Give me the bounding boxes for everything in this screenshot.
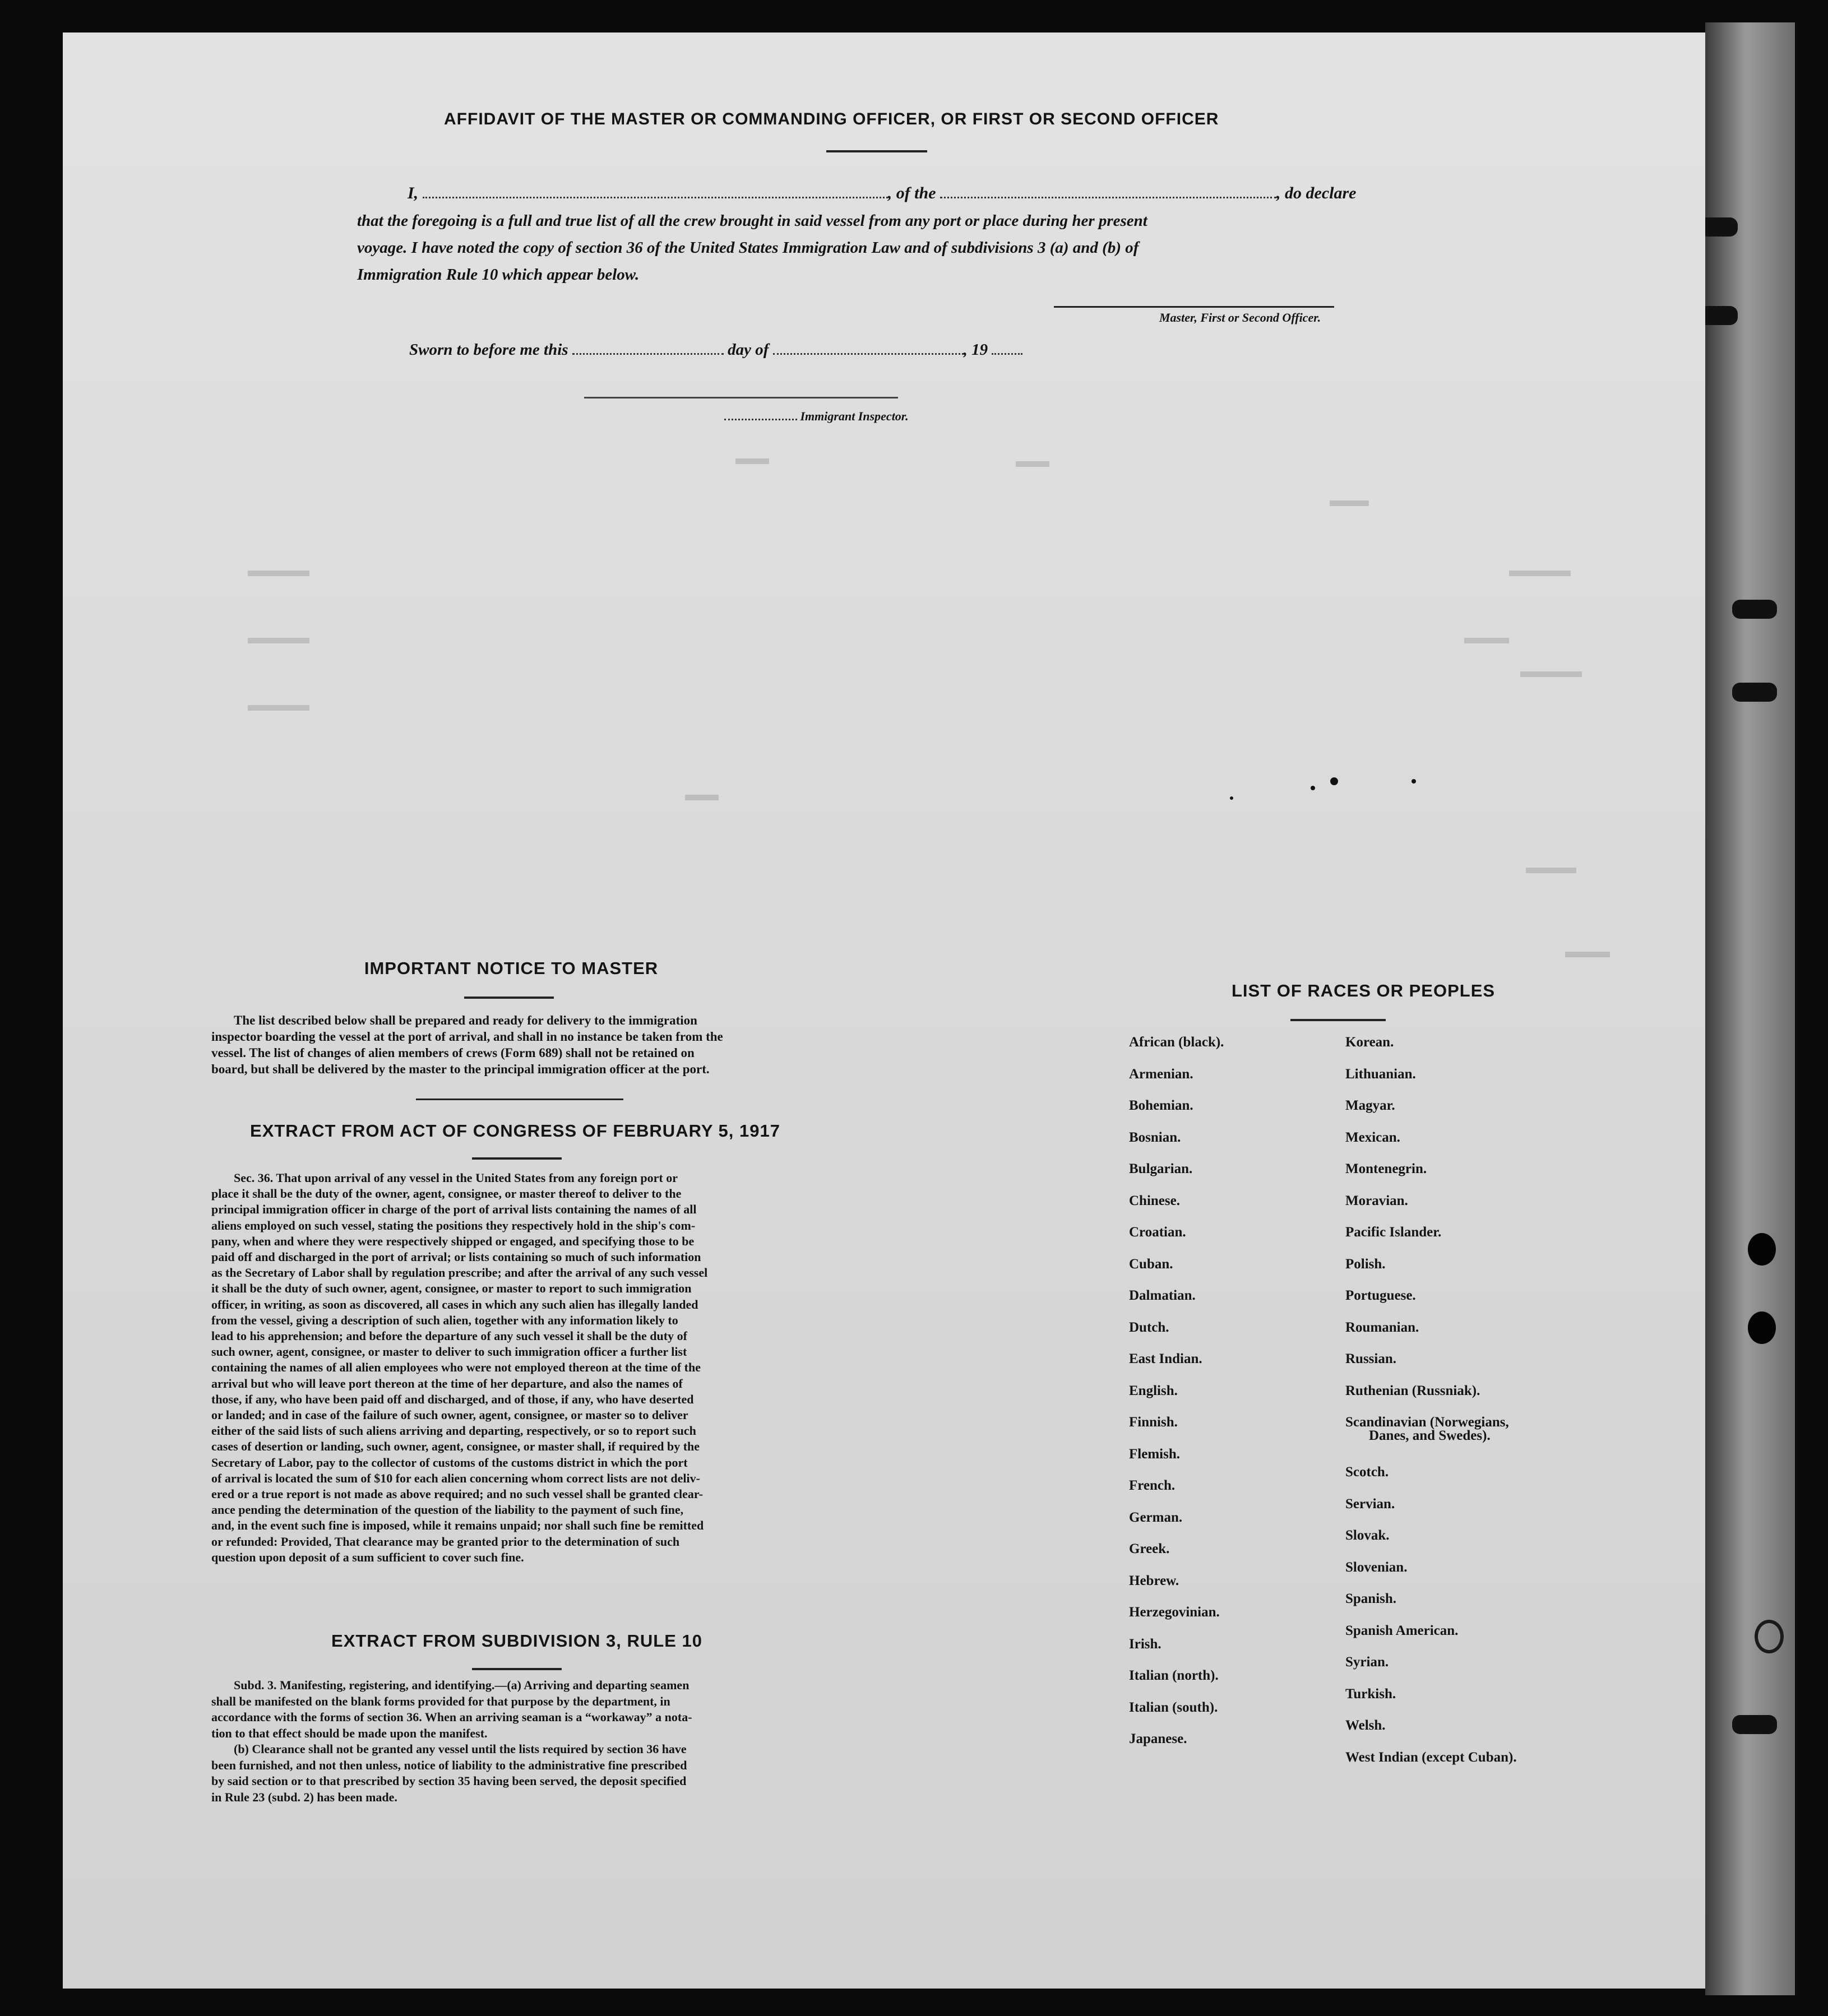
signature-caption: Master, First or Second Officer.	[1159, 310, 1321, 325]
race-item: Scotch.	[1345, 1465, 1389, 1480]
race-item: Danes, and Swedes).	[1369, 1428, 1491, 1443]
text-line: from the vessel, giving a description of such alien, together with any information likely to	[211, 1313, 678, 1327]
text-line: been furnished, and not then unless, notice of liability to the administrative fine prescribed	[211, 1758, 687, 1772]
race-item: Finnish.	[1129, 1415, 1178, 1430]
race-item: Bosnian.	[1129, 1129, 1181, 1145]
race-item: East Indian.	[1129, 1351, 1202, 1366]
inspector-caption-text: Immigrant Inspector.	[800, 409, 909, 423]
text-line: containing the names of all alien employees who were not employed thereon at the time of the	[211, 1360, 701, 1375]
affidavit-declare: , do declare	[1276, 184, 1357, 202]
races-title: LIST OF RACES OR PEOPLES	[1231, 981, 1496, 1000]
extract-rule-text	[211, 1677, 817, 1805]
ink-spot	[1412, 779, 1416, 784]
text-line: and, in the event such fine is imposed, while it remains unpaid; nor shall such fine be remitted	[211, 1518, 704, 1533]
races-title-rule	[1290, 1019, 1386, 1021]
sworn-day: day of	[728, 341, 769, 359]
text-line: Secretary of Labor, pay to the collector of customs of the customs district in which the port	[211, 1455, 688, 1470]
race-item: Moravian.	[1345, 1193, 1408, 1208]
name-blank[interactable]	[423, 191, 888, 198]
notice-text	[211, 1012, 817, 1077]
binder-clip	[1732, 683, 1777, 702]
text-line: inspector boarding the vessel at the port of arrival, and shall in no instance be taken from the	[211, 1030, 723, 1044]
bleed-mark	[248, 638, 309, 643]
affidavit-title-rule	[826, 150, 927, 152]
signature-line[interactable]	[1054, 306, 1334, 308]
bleed-mark	[685, 795, 719, 800]
race-item: Irish.	[1129, 1636, 1161, 1652]
text-line: question upon deposit of a sum sufficient to cover such fine.	[211, 1550, 524, 1564]
race-item: Montenegrin.	[1345, 1161, 1427, 1176]
race-item: English.	[1129, 1383, 1178, 1398]
race-item: Servian.	[1345, 1496, 1395, 1512]
race-item: Welsh.	[1345, 1718, 1386, 1733]
ink-spot	[1311, 786, 1315, 790]
text-line: such owner, agent, consignee, or master to deliver to such immigration officer a further list	[211, 1345, 687, 1359]
vessel-blank[interactable]	[940, 191, 1276, 198]
punch-hole	[1755, 1620, 1784, 1653]
text-line: ered or a true report is not made as above required; and no such vessel shall be granted clear-	[211, 1487, 704, 1501]
text-line: (b) Clearance shall not be granted any vessel until the lists required by section 36 have	[234, 1742, 687, 1756]
affidavit-of-the: , of the	[887, 184, 936, 202]
race-item: West Indian (except Cuban).	[1345, 1749, 1517, 1765]
bleed-mark	[248, 705, 309, 711]
extract-act-title: EXTRACT FROM ACT OF CONGRESS OF FEBRUARY 5, 1917	[250, 1121, 780, 1141]
text-line: lead to his apprehension; and before the departure of any such vessel it shall be the duty of	[211, 1329, 687, 1343]
bleed-mark	[1016, 461, 1049, 467]
ink-spot	[1330, 777, 1338, 785]
race-item: French.	[1129, 1478, 1176, 1493]
sworn-year: , 19	[963, 341, 988, 359]
text-line: of arrival is located the sum of $10 for each alien concerning whom correct lists are not deliv-	[211, 1471, 700, 1485]
race-item: Dutch.	[1129, 1319, 1169, 1335]
text-line: principal immigration officer in charge of the port of arrival lists containing the names of all	[211, 1202, 697, 1217]
text-line: tion to that effect should be made upon the manifest.	[211, 1726, 488, 1740]
text-line: Subd. 3. Manifesting, registering, and identifying.—(a) Arriving and departing seamen	[234, 1678, 689, 1692]
affidavit-line-2: that the foregoing is a full and true list of all the crew brought in said vessel from any port or place during her present	[357, 212, 1147, 230]
text-line: paid off and discharged in the port of arrival; or lists containing so much of such information	[211, 1250, 701, 1264]
race-item: Russian.	[1345, 1351, 1397, 1366]
race-item: Italian (north).	[1129, 1668, 1219, 1683]
bleed-mark	[1565, 952, 1610, 957]
affidavit-i: I,	[408, 184, 419, 202]
sworn-prefix: Sworn to before me this	[409, 341, 568, 359]
extract-rule-title-rule	[472, 1668, 562, 1670]
notice-title-rule	[464, 997, 554, 999]
inspector-caption	[724, 409, 909, 424]
text-line: accordance with the forms of section 36. When an arriving seaman is a “workaway” a nota-	[211, 1710, 692, 1724]
text-line: The list described below shall be prepared and ready for delivery to the immigration	[234, 1013, 697, 1027]
text-line: or refunded: Provided, That clearance may be granted prior to the determination of such	[211, 1534, 680, 1549]
text-line: shall be manifested on the blank forms provided for that purpose by the department, in	[211, 1694, 670, 1708]
bleed-mark	[1464, 638, 1509, 643]
inspector-signature-line[interactable]	[584, 397, 898, 398]
race-item: Magyar.	[1345, 1098, 1395, 1113]
race-item: Spanish.	[1345, 1591, 1397, 1606]
inspector-dots	[724, 413, 797, 420]
race-item: Greek.	[1129, 1541, 1170, 1556]
race-item: Mexican.	[1345, 1129, 1400, 1145]
bleed-mark	[1520, 671, 1582, 677]
text-line: in Rule 23 (subd. 2) has been made.	[211, 1790, 397, 1804]
race-item: Spanish American.	[1345, 1623, 1459, 1638]
sworn-month-blank[interactable]	[773, 347, 964, 355]
text-line: it shall be the duty of such owner, agent, consignee, or master to report to such immigration	[211, 1281, 692, 1296]
race-item: Cuban.	[1129, 1256, 1173, 1272]
text-line: or landed; and in case of the failure of such owner, agent, consignee, or master so to deliver	[211, 1408, 688, 1422]
extract-rule-title: EXTRACT FROM SUBDIVISION 3, RULE 10	[331, 1631, 702, 1651]
text-line: vessel. The list of changes of alien members of crews (Form 689) shall not be retained on	[211, 1046, 695, 1060]
text-line: as the Secretary of Labor shall by regulation prescribe; and after the arrival of any such vessel	[211, 1266, 708, 1280]
binder-clip	[1732, 1715, 1777, 1734]
race-item: Ruthenian (Russniak).	[1345, 1383, 1480, 1398]
race-item: Italian (south).	[1129, 1699, 1218, 1715]
race-item: Polish.	[1345, 1256, 1386, 1272]
race-item: Japanese.	[1129, 1731, 1187, 1746]
affidavit-line-1	[408, 184, 1356, 203]
race-item: German.	[1129, 1509, 1183, 1525]
punch-hole	[1748, 1233, 1776, 1266]
bleed-mark	[248, 571, 309, 576]
punch-hole	[1748, 1311, 1776, 1344]
race-item: Herzegovinian.	[1129, 1605, 1220, 1620]
race-item: Korean.	[1345, 1035, 1394, 1050]
bleed-mark	[735, 458, 769, 464]
binder-clip	[1732, 600, 1777, 619]
race-item: Portuguese.	[1345, 1288, 1416, 1303]
race-item: Hebrew.	[1129, 1573, 1179, 1588]
race-item: African (black).	[1129, 1035, 1224, 1050]
race-item: Syrian.	[1345, 1654, 1389, 1670]
text-line: place it shall be the duty of the owner, agent, consignee, or master thereof to deliver to the	[211, 1187, 682, 1201]
text-line: arrival but who will leave port thereon at the time of her departure, and also the names of	[211, 1376, 683, 1391]
race-item: Bohemian.	[1129, 1098, 1193, 1113]
text-line: Sec. 36. That upon arrival of any vessel in the United States from any foreign port or	[234, 1171, 678, 1185]
race-item: Slovak.	[1345, 1528, 1390, 1543]
race-item: Chinese.	[1129, 1193, 1180, 1208]
race-item: Pacific Islander.	[1345, 1225, 1442, 1240]
sworn-line	[409, 341, 1022, 359]
race-item: Armenian.	[1129, 1066, 1193, 1082]
text-line: either of the said lists of such aliens arriving and departing, respectively, or so to report such	[211, 1424, 696, 1438]
race-item: Slovenian.	[1345, 1559, 1408, 1575]
extract-act-title-rule	[472, 1157, 562, 1160]
race-item: Flemish.	[1129, 1446, 1180, 1462]
text-line: those, if any, who have been paid off and discharged, and of those, if any, who have deserted	[211, 1392, 694, 1406]
text-line: by said section or to that prescribed by section 35 having been served, the deposit specified	[211, 1774, 687, 1788]
race-item: Bulgarian.	[1129, 1161, 1193, 1176]
race-item: Lithuanian.	[1345, 1066, 1416, 1082]
affidavit-title: AFFIDAVIT OF THE MASTER OR COMMANDING OFFICER, OR FIRST OR SECOND OFFICER	[444, 110, 1219, 128]
sworn-year-blank[interactable]	[992, 347, 1022, 355]
text-line: ance pending the determination of the question of the liability to the payment of such fine,	[211, 1503, 684, 1517]
extract-act-text	[211, 1170, 817, 1565]
race-item: Roumanian.	[1345, 1319, 1419, 1335]
affidavit-line-4: Immigration Rule 10 which appear below.	[357, 266, 640, 284]
race-item: Scandinavian (Norwegians,	[1345, 1415, 1509, 1430]
text-line: officer, in writing, as soon as discovered, all cases in which any such alien has illegally landed	[211, 1297, 698, 1311]
text-line: aliens employed on such vessel, stating the positions they respectively hold in the ship's com-	[211, 1218, 696, 1232]
bleed-mark	[1330, 500, 1369, 506]
bleed-mark	[1509, 571, 1571, 576]
text-line: board, but shall be delivered by the master to the principal immigration officer at the port.	[211, 1062, 710, 1076]
race-item: Croatian.	[1129, 1225, 1186, 1240]
race-item: Dalmatian.	[1129, 1288, 1196, 1303]
text-line: pany, when and where they were respectively shipped or engaged, and specifying those to be	[211, 1234, 695, 1248]
bleed-mark	[1526, 868, 1576, 873]
affidavit-line-3: voyage. I have noted the copy of section 36 of the United States Immigration Law and of subdivisions 3 (a) and (b) of	[357, 239, 1139, 257]
sworn-date-blank[interactable]	[572, 347, 724, 355]
notice-bottom-rule	[416, 1099, 623, 1100]
ink-spot	[1230, 796, 1233, 800]
text-line: cases of desertion or landing, such owner, agent, consignee, or master shall, if required by the	[211, 1439, 700, 1454]
notice-title: IMPORTANT NOTICE TO MASTER	[364, 958, 659, 978]
race-item: Turkish.	[1345, 1686, 1396, 1702]
document-page	[63, 33, 1705, 1989]
